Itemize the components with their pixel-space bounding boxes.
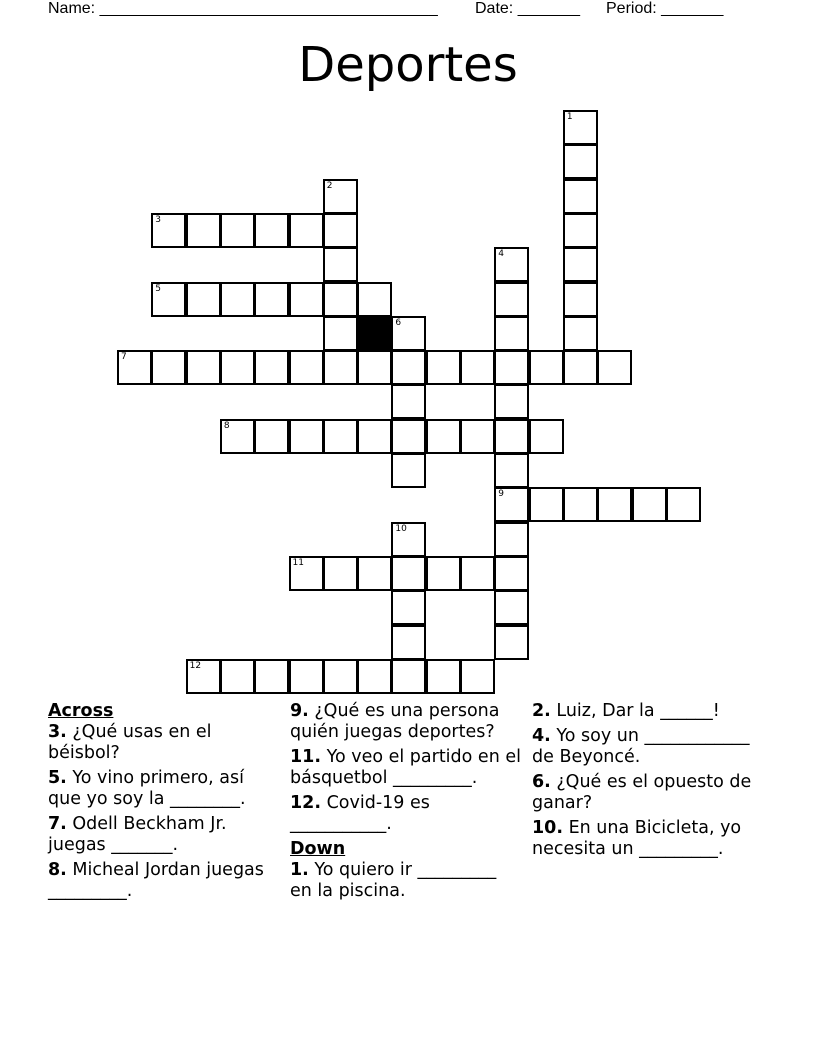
clue-number: 2. bbox=[532, 701, 551, 721]
grid-cell[interactable] bbox=[391, 419, 426, 454]
grid-cell[interactable] bbox=[494, 350, 529, 385]
cell-number: 7 bbox=[121, 352, 127, 363]
grid-cell[interactable] bbox=[117, 350, 152, 385]
grid-cell[interactable] bbox=[563, 487, 598, 522]
grid-cell[interactable] bbox=[563, 350, 598, 385]
grid-cell[interactable] bbox=[151, 282, 186, 317]
across-heading: Across bbox=[48, 701, 114, 721]
across-clue bbox=[48, 860, 280, 902]
clue-number: 8. bbox=[48, 860, 67, 880]
cell-number: 8 bbox=[223, 420, 230, 431]
grid-cell[interactable] bbox=[666, 487, 701, 522]
grid-cell[interactable] bbox=[597, 487, 632, 522]
down-clue bbox=[532, 701, 764, 722]
grid-cell[interactable] bbox=[494, 384, 529, 419]
grid-cell[interactable] bbox=[391, 556, 426, 591]
grid-cell[interactable] bbox=[529, 487, 564, 522]
grid-cell[interactable] bbox=[220, 282, 255, 317]
cell-number: 4 bbox=[498, 249, 505, 260]
across-clue bbox=[290, 701, 522, 743]
grid-cell[interactable] bbox=[323, 419, 358, 454]
grid-cell[interactable] bbox=[323, 213, 358, 248]
down-clue bbox=[532, 772, 764, 814]
across-clue bbox=[48, 768, 280, 810]
grid-cell[interactable] bbox=[186, 350, 221, 385]
grid-cell[interactable] bbox=[494, 247, 529, 282]
down-clue bbox=[532, 818, 764, 860]
clue-text: ¿Qué es una persona quién juegas deportes? bbox=[290, 701, 500, 742]
grid-cell[interactable] bbox=[289, 350, 324, 385]
grid-cell[interactable] bbox=[254, 659, 289, 694]
clue-text: En una Bicicleta, yo necesita un _________. bbox=[532, 818, 742, 859]
grid-cell[interactable] bbox=[563, 247, 598, 282]
grid-cell[interactable] bbox=[529, 350, 564, 385]
grid-cell[interactable] bbox=[289, 419, 324, 454]
clue-number: 12. bbox=[290, 793, 322, 813]
clue-text: Yo soy un ____________ de Beyoncé. bbox=[532, 726, 750, 767]
grid-cell[interactable] bbox=[563, 110, 598, 145]
grid-cell[interactable] bbox=[151, 350, 186, 385]
grid-cell[interactable] bbox=[323, 247, 358, 282]
grid-cell[interactable] bbox=[494, 487, 529, 522]
grid-cell[interactable] bbox=[494, 419, 529, 454]
grid-cell[interactable] bbox=[289, 556, 324, 591]
clue-text: Micheal Jordan juegas _________. bbox=[48, 860, 264, 901]
grid-cell[interactable] bbox=[563, 179, 598, 214]
grid-cell[interactable] bbox=[563, 144, 598, 179]
period-field[interactable]: Period: _______ bbox=[606, 0, 724, 17]
clues-column-2 bbox=[290, 701, 522, 906]
cell-number: 6 bbox=[395, 317, 402, 328]
grid-cell[interactable] bbox=[460, 419, 495, 454]
grid-cell[interactable] bbox=[460, 556, 495, 591]
grid-cell[interactable] bbox=[186, 213, 221, 248]
clue-text: ¿Qué es el opuesto de ganar? bbox=[532, 772, 752, 813]
grid-cell[interactable] bbox=[323, 282, 358, 317]
across-clue bbox=[48, 722, 280, 764]
clue-number: 6. bbox=[532, 772, 551, 792]
clues-column-3 bbox=[532, 701, 764, 864]
grid-cell[interactable] bbox=[289, 213, 324, 248]
cell-number: 10 bbox=[395, 523, 407, 534]
cell-number: 5 bbox=[155, 283, 162, 294]
grid-cell[interactable] bbox=[494, 556, 529, 591]
grid-cell[interactable] bbox=[357, 556, 392, 591]
clue-text: Covid-19 es ___________. bbox=[290, 793, 430, 834]
grid-cell[interactable] bbox=[323, 179, 358, 214]
cell-number: 3 bbox=[155, 214, 162, 225]
grid-cell[interactable] bbox=[391, 590, 426, 625]
down-heading: Down bbox=[290, 839, 346, 859]
grid-cell[interactable] bbox=[632, 487, 667, 522]
clue-number: 9. bbox=[290, 701, 309, 721]
grid-cell[interactable] bbox=[426, 350, 461, 385]
grid-cell[interactable] bbox=[494, 282, 529, 317]
grid-cell[interactable] bbox=[494, 522, 529, 557]
grid-cell[interactable] bbox=[391, 453, 426, 488]
cell-number: 12 bbox=[189, 660, 202, 671]
shaded-cell bbox=[357, 316, 392, 351]
grid-cell[interactable] bbox=[220, 419, 255, 454]
grid-cell[interactable] bbox=[254, 419, 289, 454]
across-clue bbox=[290, 793, 522, 835]
clue-number: 1. bbox=[290, 860, 309, 880]
clue-number: 10. bbox=[532, 818, 564, 838]
clue-text: ¿Qué usas en el béisbol? bbox=[48, 722, 212, 763]
grid-cell[interactable] bbox=[391, 659, 426, 694]
grid-cell[interactable] bbox=[460, 659, 495, 694]
clue-text: Yo vino primero, así que yo soy la ________. bbox=[48, 768, 246, 809]
grid-cell[interactable] bbox=[357, 282, 392, 317]
grid-cell[interactable] bbox=[460, 350, 495, 385]
grid-cell[interactable] bbox=[289, 659, 324, 694]
date-field[interactable]: Date: _______ bbox=[475, 0, 580, 17]
grid-cell[interactable] bbox=[254, 213, 289, 248]
grid-cell[interactable] bbox=[323, 556, 358, 591]
grid-cell[interactable] bbox=[220, 350, 255, 385]
clue-text: Odell Beckham Jr. juegas _______. bbox=[48, 814, 227, 855]
cell-number: 1 bbox=[566, 112, 573, 122]
grid-cell[interactable] bbox=[563, 282, 598, 317]
cell-number: 9 bbox=[498, 489, 505, 500]
clue-number: 7. bbox=[48, 814, 67, 834]
clue-number: 11. bbox=[290, 747, 322, 767]
grid-cell[interactable] bbox=[186, 659, 221, 694]
grid-cell[interactable] bbox=[391, 625, 426, 660]
grid-cell[interactable] bbox=[323, 316, 358, 351]
clue-text: Yo veo el partido en el básquetbol _________. bbox=[290, 747, 521, 788]
grid-cell[interactable] bbox=[357, 659, 392, 694]
grid-cell[interactable] bbox=[391, 316, 426, 351]
grid-cell[interactable] bbox=[186, 282, 221, 317]
grid-cell[interactable] bbox=[563, 316, 598, 351]
name-field[interactable]: Name: ______________________________________ bbox=[48, 0, 438, 17]
grid-cell[interactable] bbox=[220, 213, 255, 248]
clue-text: Luiz, Dar la ______! bbox=[550, 701, 720, 721]
cell-number: 11 bbox=[292, 557, 304, 568]
grid-cell[interactable] bbox=[391, 384, 426, 419]
clue-number: 4. bbox=[532, 726, 551, 746]
clue-number: 3. bbox=[48, 722, 67, 742]
grid-cell[interactable] bbox=[254, 350, 289, 385]
across-clue bbox=[48, 814, 280, 856]
grid-cell[interactable] bbox=[151, 213, 186, 248]
grid-cell[interactable] bbox=[494, 316, 529, 351]
grid-cell[interactable] bbox=[357, 419, 392, 454]
clue-number: 5. bbox=[48, 768, 67, 788]
grid-cell[interactable] bbox=[220, 659, 255, 694]
grid-cell[interactable] bbox=[494, 625, 529, 660]
grid-cell[interactable] bbox=[254, 282, 289, 317]
grid-cell[interactable] bbox=[563, 213, 598, 248]
grid-cell[interactable] bbox=[426, 556, 461, 591]
grid-cell[interactable] bbox=[323, 350, 358, 385]
grid-cell[interactable] bbox=[529, 419, 564, 454]
grid-cell[interactable] bbox=[597, 350, 632, 385]
grid-cell[interactable] bbox=[391, 350, 426, 385]
grid-cell[interactable] bbox=[426, 659, 461, 694]
grid-cell[interactable] bbox=[323, 659, 358, 694]
clue-text: Yo quiero ir _________ en la piscina. bbox=[290, 860, 497, 901]
grid-cell[interactable] bbox=[426, 419, 461, 454]
cell-number: 2 bbox=[326, 180, 333, 191]
puzzle-title: Deportes bbox=[298, 37, 518, 93]
down-clue bbox=[290, 860, 522, 902]
grid-cell[interactable] bbox=[289, 282, 324, 317]
grid-cell[interactable] bbox=[391, 522, 426, 557]
down-clue bbox=[532, 726, 764, 768]
grid-cell[interactable] bbox=[357, 350, 392, 385]
grid-cell[interactable] bbox=[494, 590, 529, 625]
clues-column-1 bbox=[48, 701, 280, 906]
across-clue bbox=[290, 747, 522, 789]
grid-cell[interactable] bbox=[494, 453, 529, 488]
